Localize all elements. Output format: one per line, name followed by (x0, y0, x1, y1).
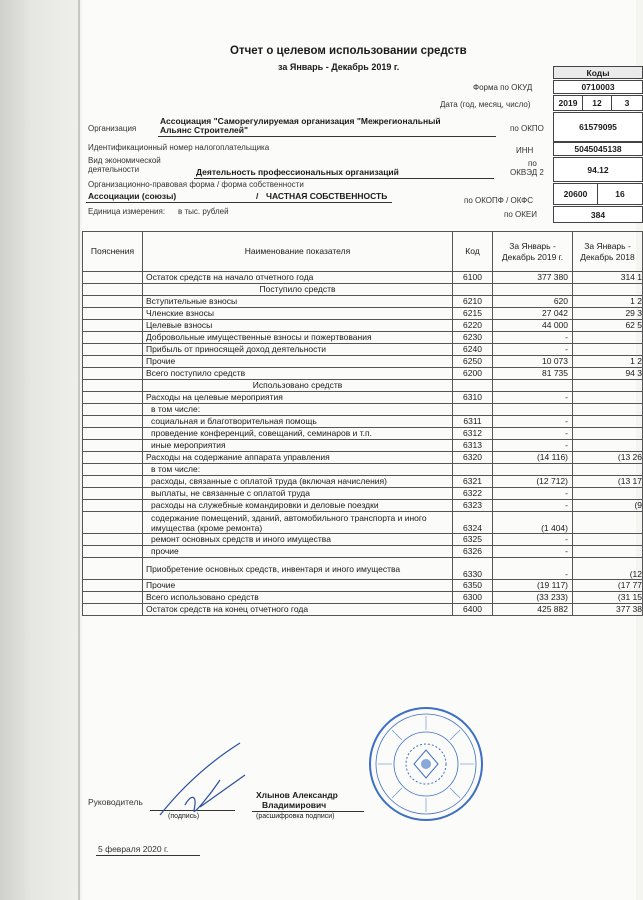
row-code: 6210 (453, 296, 493, 308)
row-previous (573, 534, 643, 546)
table-header-row (83, 232, 643, 272)
table-row (83, 452, 643, 464)
table-row (83, 380, 643, 392)
inn-code: 5045045138 (553, 142, 643, 156)
activity-underline (194, 178, 494, 179)
okei-label: по ОКЕИ (504, 210, 537, 219)
row-current: (12 712) (493, 476, 573, 488)
org-underline (158, 136, 496, 137)
row-previous (573, 344, 643, 356)
row-code: 6326 (453, 546, 493, 558)
okved-label-2: ОКВЭД 2 (510, 168, 544, 177)
row-name: Прочие (143, 356, 453, 368)
row-current: - (493, 440, 573, 452)
row-previous (573, 512, 643, 534)
row-previous: (13 17 (573, 476, 643, 488)
okopf-label: по ОКОПФ / ОКФС (464, 196, 533, 205)
row-previous: 314 1 (573, 272, 643, 284)
row-current: 81 735 (493, 368, 573, 380)
row-current: 27 042 (493, 308, 573, 320)
row-code: 6200 (453, 368, 493, 380)
table-row (83, 488, 643, 500)
row-current: 620 (493, 296, 573, 308)
head-label: Руководитель (88, 797, 143, 807)
okpo-code: 61579095 (553, 112, 643, 142)
table-row (83, 476, 643, 488)
row-current: (14 116) (493, 452, 573, 464)
row-code: 6323 (453, 500, 493, 512)
row-current: - (493, 500, 573, 512)
row-code: 6230 (453, 332, 493, 344)
row-previous: 377 38 (573, 604, 643, 616)
head-name-line2: Владимирович (262, 800, 327, 810)
table-row (83, 356, 643, 368)
row-code: 6311 (453, 416, 493, 428)
row-code: 6240 (453, 344, 493, 356)
row-code: 6320 (453, 452, 493, 464)
row-code: 6310 (453, 392, 493, 404)
row-previous: (12 (573, 558, 643, 580)
organization-seal (366, 704, 486, 824)
unit-value: в тыс. рублей (178, 207, 229, 216)
row-name: Всего поступило средств (143, 368, 453, 380)
row-name: Поступило средств (143, 284, 453, 296)
report-period: за Январь - Декабрь 2019 г. (278, 62, 400, 72)
row-current: 425 882 (493, 604, 573, 616)
row-name: Приобретение основных средств, инвентаря и иного имущества (143, 558, 453, 580)
row-name: Целевые взносы (143, 320, 453, 332)
row-code: 6250 (453, 356, 493, 368)
row-code: 6321 (453, 476, 493, 488)
activity-label-1: Вид экономической (88, 156, 161, 165)
row-code: 6330 (453, 558, 493, 580)
col-header-notes: Пояснения (83, 232, 143, 272)
col-header-code: Код (453, 232, 493, 272)
inn-code-label: ИНН (516, 146, 534, 155)
row-current: (1 404) (493, 512, 573, 534)
okopf-code: 20600 (553, 183, 598, 205)
col-header-previous: За Январь - Декабрь 2018 (573, 232, 643, 272)
row-previous: 94 3 (573, 368, 643, 380)
table-row (83, 392, 643, 404)
row-current: 44 000 (493, 320, 573, 332)
row-previous: 1 2 (573, 296, 643, 308)
table-row (83, 284, 643, 296)
table-row (83, 546, 643, 558)
target-funds-table (82, 231, 643, 616)
sign-date: 5 февраля 2020 г. (98, 844, 169, 854)
table-row (83, 464, 643, 476)
table-row (83, 368, 643, 380)
row-previous (573, 488, 643, 500)
row-code: 6220 (453, 320, 493, 332)
okfs-code: 16 (597, 183, 643, 205)
table-row (83, 604, 643, 616)
row-previous: (17 77 (573, 580, 643, 592)
row-previous: (9 (573, 500, 643, 512)
row-code: 6322 (453, 488, 493, 500)
row-name: Использовано средств (143, 380, 453, 392)
unit-label: Единица измерения: (88, 207, 166, 216)
row-previous: (13 26 (573, 452, 643, 464)
org-name-line2: Альянс Строителей" (160, 125, 249, 135)
row-name: Остаток средств на начало отчетного года (143, 272, 453, 284)
table-row (83, 440, 643, 452)
handwritten-signature (150, 735, 260, 825)
table-row (83, 332, 643, 344)
row-code: 6325 (453, 534, 493, 546)
row-name: в том числе: (143, 464, 453, 476)
row-previous (573, 332, 643, 344)
table-row (83, 500, 643, 512)
table-row (83, 344, 643, 356)
report-title: Отчет о целевом использовании средств (230, 45, 467, 57)
row-code: 6312 (453, 428, 493, 440)
row-name: Всего использовано средств (143, 592, 453, 604)
table-row (83, 558, 643, 580)
table-row (83, 428, 643, 440)
row-name: Добровольные имущественные взносы и пожертвования (143, 332, 453, 344)
row-current: - (493, 428, 573, 440)
ownership-value: ЧАСТНАЯ СОБСТВЕННОСТЬ (266, 191, 388, 201)
table-row (83, 416, 643, 428)
okei-code: 384 (553, 206, 643, 223)
col-header-name: Наименование показателя (143, 232, 453, 272)
okved-code: 94.12 (553, 157, 643, 182)
row-name: Расходы на содержание аппарата управления (143, 452, 453, 464)
org-label: Организация (88, 124, 137, 133)
head-name-line1: Хлынов Александр (256, 790, 338, 800)
name-caption: (расшифровка подписи) (256, 813, 335, 820)
row-previous (573, 392, 643, 404)
col-header-current: За Январь - Декабрь 2019 г. (493, 232, 573, 272)
row-current: 377 380 (493, 272, 573, 284)
row-current: - (493, 344, 573, 356)
table-row (83, 592, 643, 604)
legal-form-label: Организационно-правовая форма / форма собственности (88, 180, 304, 189)
row-name: расходы на служебные командировки и деловые поездки (143, 500, 453, 512)
row-previous: 62 5 (573, 320, 643, 332)
row-current: - (493, 392, 573, 404)
table-row (83, 272, 643, 284)
row-code: 6300 (453, 592, 493, 604)
row-name: прочие (143, 546, 453, 558)
row-name: Членские взносы (143, 308, 453, 320)
row-code: 6324 (453, 512, 493, 534)
row-name: в том числе: (143, 404, 453, 416)
date-underline (96, 855, 200, 856)
row-name: содержание помещений, зданий, автомобильного транспорта и иного имущества (кроме ремонта) (143, 512, 453, 534)
table-row (83, 512, 643, 534)
table-row (83, 580, 643, 592)
codes-header: Коды (553, 66, 643, 79)
row-code: 6100 (453, 272, 493, 284)
row-previous: (31 15 (573, 592, 643, 604)
row-previous: 1 2 (573, 356, 643, 368)
row-name: Расходы на целевые мероприятия (143, 392, 453, 404)
okpo-label: по ОКПО (510, 124, 544, 133)
table-row (83, 296, 643, 308)
date-label: Дата (год, месяц, число) (440, 100, 531, 109)
row-code: 6313 (453, 440, 493, 452)
name-underline (252, 811, 364, 812)
row-name: проведение конференций, совещаний, семинаров и т.п. (143, 428, 453, 440)
row-current: - (493, 558, 573, 580)
row-previous (573, 546, 643, 558)
okud-code: 0710003 (553, 80, 643, 94)
row-code: 6215 (453, 308, 493, 320)
legal-form-slash: / (256, 191, 259, 201)
row-current: (33 233) (493, 592, 573, 604)
table-row (83, 308, 643, 320)
row-current: - (493, 332, 573, 344)
org-name-line1: Ассоциация "Саморегулируемая организация "Межрегиональный (160, 116, 441, 126)
row-current: - (493, 488, 573, 500)
okud-label: Форма по ОКУД (473, 83, 533, 92)
row-name: социальная и благотворительная помощь (143, 416, 453, 428)
row-name: ремонт основных средств и иного имущества (143, 534, 453, 546)
signature-caption: (подпись) (168, 813, 200, 820)
row-current: - (493, 546, 573, 558)
row-previous (573, 416, 643, 428)
date-month: 12 (582, 95, 612, 111)
table-row (83, 320, 643, 332)
activity-value: Деятельность профессиональных организаций (196, 167, 399, 177)
row-current: (19 117) (493, 580, 573, 592)
row-name: расходы, связанные с оплатой труда (включая начисления) (143, 476, 453, 488)
row-current: 10 073 (493, 356, 573, 368)
row-code: 6400 (453, 604, 493, 616)
table-row (83, 404, 643, 416)
row-current: - (493, 534, 573, 546)
row-code: 6350 (453, 580, 493, 592)
okved-label-1: по (528, 159, 537, 168)
legal-form-underline (86, 202, 392, 203)
date-year: 2019 (553, 95, 583, 111)
inn-label: Идентификационный номер налогоплательщика (88, 143, 270, 152)
legal-form-value: Ассоциации (союзы) (88, 191, 177, 201)
row-previous (573, 428, 643, 440)
table-row (83, 534, 643, 546)
date-day: 3 (611, 95, 643, 111)
row-name: Вступительные взносы (143, 296, 453, 308)
page-edge-shadow (0, 0, 80, 900)
row-current: - (493, 416, 573, 428)
row-name: Прибыль от приносящей доход деятельности (143, 344, 453, 356)
row-name: Остаток средств на конец отчетного года (143, 604, 453, 616)
row-previous: 29 3 (573, 308, 643, 320)
row-name: Прочие (143, 580, 453, 592)
row-name: иные мероприятия (143, 440, 453, 452)
activity-label-2: деятельности (88, 165, 140, 174)
row-previous (573, 440, 643, 452)
row-name: выплаты, не связанные с оплатой труда (143, 488, 453, 500)
